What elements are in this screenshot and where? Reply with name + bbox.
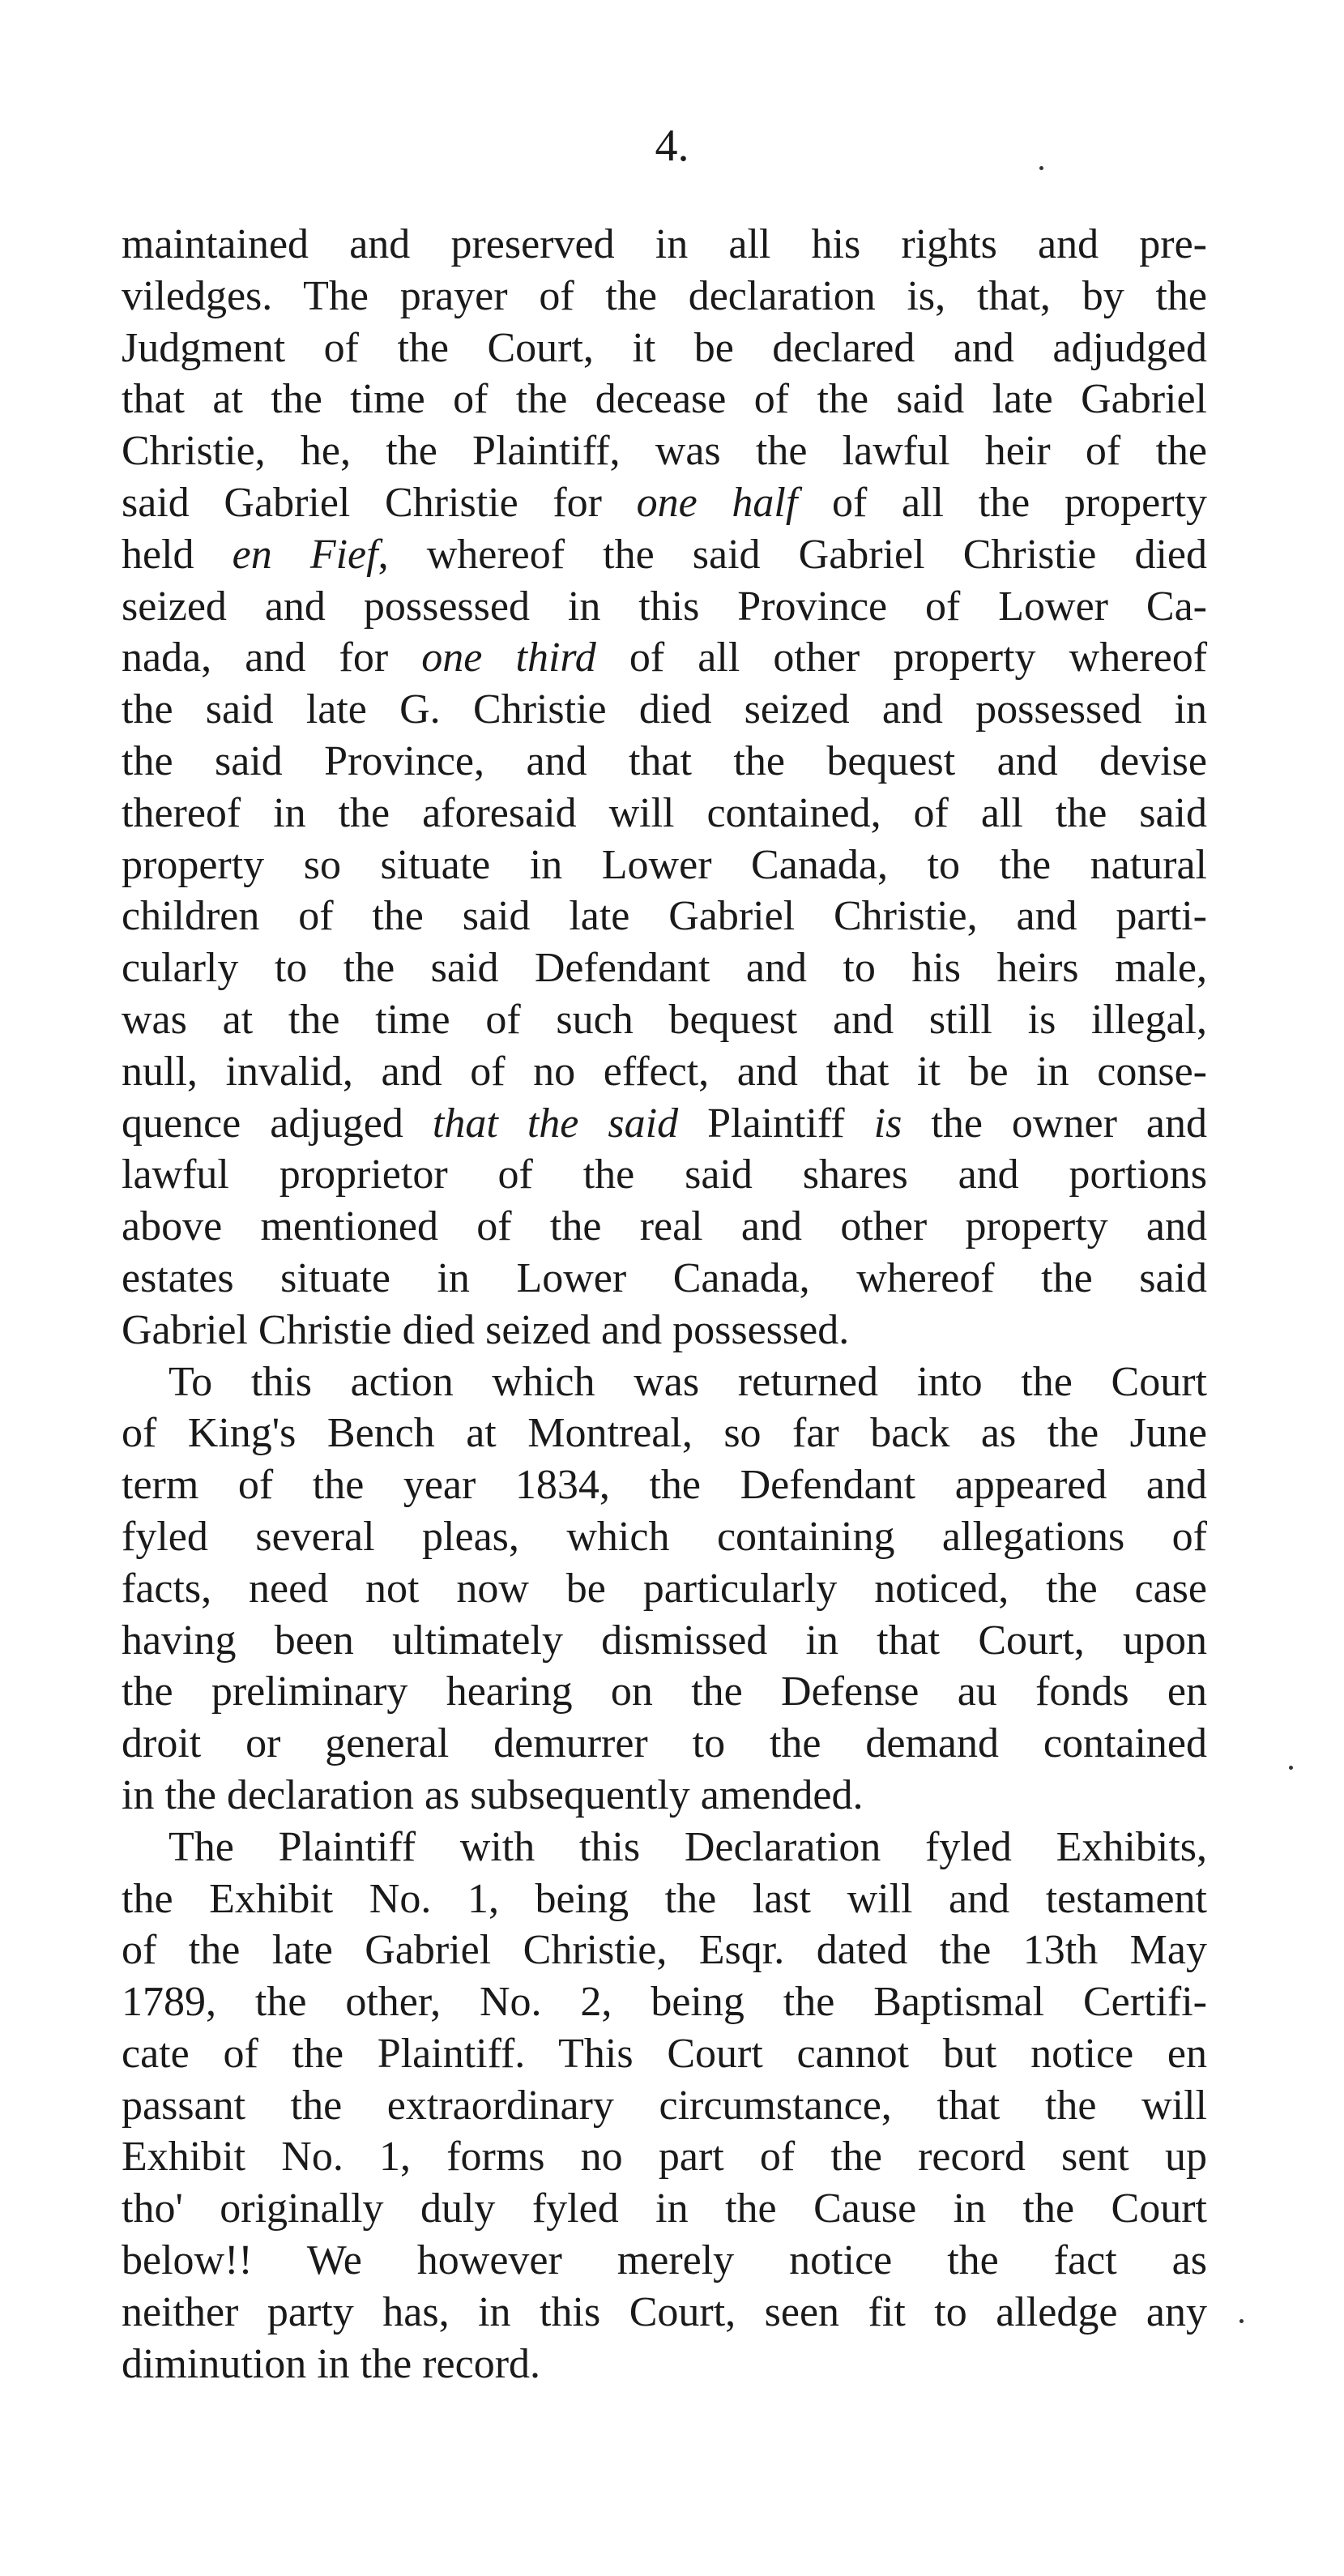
text-run: maintained and preserved in all his rights and pre- bbox=[122, 221, 1207, 267]
text-line bbox=[122, 1822, 1207, 1873]
text-line bbox=[122, 219, 1207, 271]
text-run: of King's Bench at Montreal, so far back as the June bbox=[122, 1410, 1207, 1457]
text-line bbox=[122, 994, 1207, 1046]
text-line bbox=[122, 1873, 1207, 1925]
text-line bbox=[122, 1253, 1207, 1305]
text-line bbox=[122, 1098, 1207, 1150]
text-run: property so situate in Lower Canada, to the natural bbox=[122, 841, 1207, 888]
text-line bbox=[122, 839, 1207, 891]
text-run: the said Province, and that the bequest and devise bbox=[122, 737, 1207, 784]
text-run: , whereof the said Gabriel Christie died bbox=[378, 531, 1207, 578]
text-line bbox=[122, 1976, 1207, 2028]
text-line bbox=[122, 1356, 1207, 1408]
text-line bbox=[122, 2287, 1207, 2339]
text-run: the owner and bbox=[902, 1100, 1207, 1147]
text-line bbox=[122, 788, 1207, 839]
text-run: null, invalid, and of no effect, and that it be in conse- bbox=[122, 1048, 1207, 1095]
text-line bbox=[122, 736, 1207, 788]
text-run: that at the time of the decease of the said late Gabriel bbox=[122, 376, 1207, 423]
italic-phrase: is bbox=[873, 1100, 902, 1147]
text-run: Christie, he, the Plaintiff, was the lawful heir of the bbox=[122, 428, 1207, 475]
text-run: the said late G. Christie died seized and possessed in bbox=[122, 686, 1207, 733]
text-line bbox=[122, 425, 1207, 477]
text-run: viledges. The prayer of the declaration is, that, by the bbox=[122, 272, 1207, 319]
text-line bbox=[122, 1563, 1207, 1615]
text-line bbox=[122, 2183, 1207, 2235]
paragraph bbox=[122, 219, 1207, 1356]
text-run: Gabriel Christie died seized and possessed. bbox=[122, 1306, 850, 1353]
text-run: The Plaintiff with this Declaration fyled Exhibits, bbox=[169, 1823, 1207, 1870]
text-run: passant the extraordinary circumstance, that the will bbox=[122, 2082, 1207, 2129]
text-run: the Exhibit No. 1, being the last will and testament bbox=[122, 1875, 1207, 1922]
text-run: of all the property bbox=[797, 479, 1207, 526]
text-line bbox=[122, 2131, 1207, 2183]
text-run: thereof in the aforesaid will contained, of all the said bbox=[122, 789, 1207, 836]
text-run: neither party has, in this Court, seen fit to alledge any bbox=[122, 2288, 1207, 2335]
text-run: the preliminary hearing on the Defense au fonds en bbox=[122, 1668, 1207, 1715]
text-run: said Gabriel Christie for bbox=[122, 479, 637, 526]
text-line bbox=[122, 1770, 1207, 1822]
text-line bbox=[122, 1149, 1207, 1201]
text-run: cularly to the said Defendant and to his heirs male, bbox=[122, 945, 1207, 992]
text-line bbox=[122, 529, 1207, 581]
text-line bbox=[122, 323, 1207, 374]
text-run: facts, need not now be particularly noticed, the case bbox=[122, 1565, 1207, 1612]
print-speck bbox=[1039, 166, 1043, 170]
text-run: 1789, the other, No. 2, being the Baptismal Certifi- bbox=[122, 1979, 1207, 2026]
text-line bbox=[122, 1305, 1207, 1356]
print-speck bbox=[1289, 1766, 1293, 1770]
text-line bbox=[122, 684, 1207, 736]
page-number: 4. bbox=[655, 121, 689, 171]
print-speck bbox=[1239, 2319, 1244, 2323]
text-line bbox=[122, 891, 1207, 942]
text-line bbox=[122, 1925, 1207, 1976]
paragraph bbox=[122, 1356, 1207, 1822]
paragraph bbox=[122, 1822, 1207, 2390]
text-line bbox=[122, 581, 1207, 633]
text-run: children of the said late Gabriel Christie, and parti- bbox=[122, 893, 1207, 940]
italic-phrase: that the said bbox=[432, 1100, 679, 1147]
text-line bbox=[122, 942, 1207, 994]
text-line bbox=[122, 2339, 1207, 2390]
text-run: cate of the Plaintiff. This Court cannot but notice en bbox=[122, 2030, 1207, 2077]
text-run: Judgment of the Court, it be declared and adjudged bbox=[122, 324, 1207, 371]
text-line bbox=[122, 271, 1207, 323]
text-line bbox=[122, 632, 1207, 684]
text-run: estates situate in Lower Canada, whereof the said bbox=[122, 1254, 1207, 1301]
italic-phrase: en Fief bbox=[232, 531, 378, 578]
text-run: seized and possessed in this Province of Lower Ca- bbox=[122, 583, 1207, 630]
text-run: droit or general demurrer to the demand contained bbox=[122, 1720, 1207, 1767]
text-line bbox=[122, 1718, 1207, 1770]
text-run: nada, and for bbox=[122, 634, 422, 681]
text-line bbox=[122, 1615, 1207, 1667]
text-line bbox=[122, 2235, 1207, 2287]
text-line bbox=[122, 1201, 1207, 1253]
text-run: below!! We however merely notice the fact as bbox=[122, 2237, 1207, 2284]
text-line bbox=[122, 374, 1207, 425]
body-text bbox=[122, 219, 1207, 2390]
text-run: lawful proprietor of the said shares and portions bbox=[122, 1151, 1207, 1198]
text-line bbox=[122, 1046, 1207, 1098]
text-line bbox=[122, 1408, 1207, 1459]
text-line bbox=[122, 1666, 1207, 1718]
text-run: tho' originally duly fyled in the Cause in the Court bbox=[122, 2185, 1207, 2232]
text-run: of the late Gabriel Christie, Esqr. dated the 13th May bbox=[122, 1927, 1207, 1974]
text-run: fyled several pleas, which containing allegations of bbox=[122, 1513, 1207, 1560]
text-run: having been ultimately dismissed in that Court, upon bbox=[122, 1617, 1207, 1664]
text-run: Exhibit No. 1, forms no part of the record sent up bbox=[122, 2134, 1207, 2181]
text-run: diminution in the record. bbox=[122, 2340, 541, 2387]
text-run: To this action which was returned into the Court bbox=[169, 1358, 1207, 1405]
text-line bbox=[122, 477, 1207, 529]
text-line bbox=[122, 1459, 1207, 1511]
text-line bbox=[122, 2028, 1207, 2080]
text-run: of all other property whereof bbox=[595, 634, 1208, 681]
italic-phrase: one half bbox=[636, 479, 798, 526]
text-run: Plaintiff bbox=[678, 1100, 874, 1147]
text-line bbox=[122, 2080, 1207, 2132]
text-run: was at the time of such bequest and still is illegal, bbox=[122, 996, 1207, 1043]
italic-phrase: one third bbox=[421, 634, 596, 681]
text-run: in the declaration as subsequently amended. bbox=[122, 1771, 864, 1818]
text-run: term of the year 1834, the Defendant appeared and bbox=[122, 1462, 1207, 1509]
text-run: quence adjuged bbox=[122, 1100, 433, 1147]
text-run: held bbox=[122, 531, 233, 578]
text-line bbox=[122, 1511, 1207, 1563]
text-run: above mentioned of the real and other property and bbox=[122, 1203, 1207, 1250]
